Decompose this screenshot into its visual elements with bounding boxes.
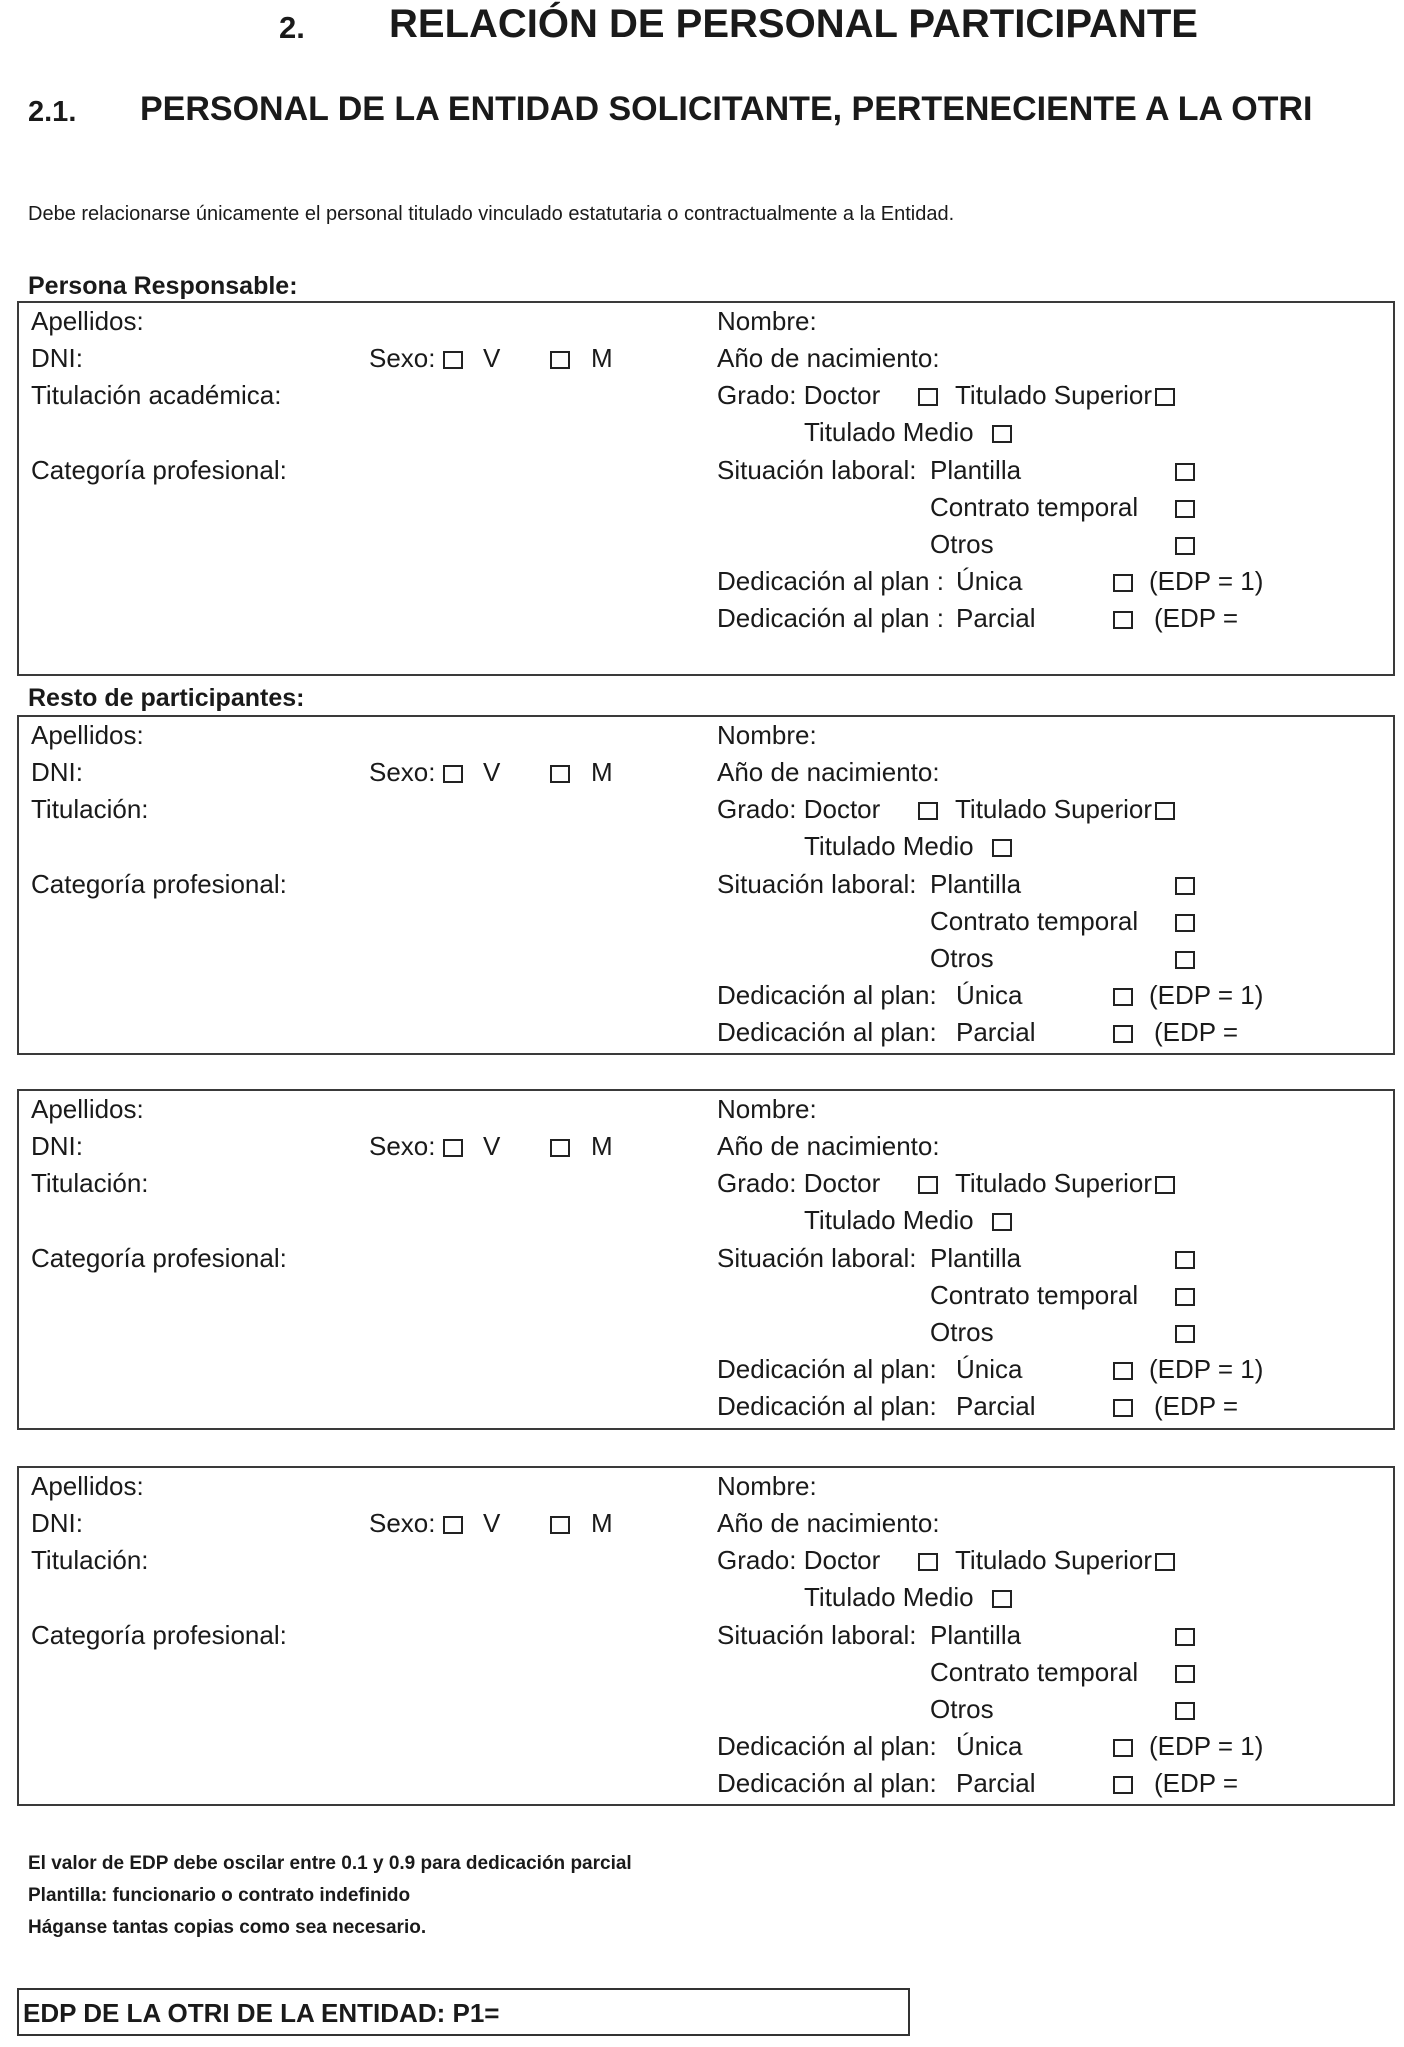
doctor-checkbox[interactable] xyxy=(918,1176,938,1194)
sexo-m-checkbox[interactable] xyxy=(550,765,570,783)
grado-doctor-label: Grado: Doctor xyxy=(717,794,881,824)
participant-form xyxy=(17,1089,1395,1430)
titulado-medio-label: Titulado Medio xyxy=(804,417,974,447)
dedicacion-parcial-label: Parcial xyxy=(956,1391,1036,1421)
sexo-m-label: M xyxy=(591,1131,613,1161)
categoria-label: Categoría profesional: xyxy=(31,1243,287,1273)
anio-nacimiento-label: Año de nacimiento: xyxy=(717,1131,940,1161)
sexo-v-label: V xyxy=(483,343,501,373)
notes xyxy=(28,1848,632,1944)
titulado-medio-label: Titulado Medio xyxy=(804,1205,974,1235)
titulado-medio-checkbox[interactable] xyxy=(992,839,1012,857)
dedicacion-plan-label: Dedicación al plan: xyxy=(717,980,937,1010)
subsection-title: PERSONAL DE LA ENTIDAD SOLICITANTE, PERTENECIENTE A LA OTRI xyxy=(140,90,1313,128)
sexo-v-checkbox[interactable] xyxy=(443,351,463,369)
dedicacion-unica-label: Única xyxy=(956,566,1023,596)
edp-parcial-label: (EDP = xyxy=(1154,1391,1239,1421)
dedicacion-plan-label: Dedicación al plan: xyxy=(717,1354,937,1384)
dedicacion-plan-label: Dedicación al plan: xyxy=(717,1391,937,1421)
plantilla-checkbox[interactable] xyxy=(1175,1251,1195,1269)
sexo-v-checkbox[interactable] xyxy=(443,1516,463,1534)
anio-nacimiento-label: Año de nacimiento: xyxy=(717,1508,940,1538)
sexo-label: Sexo: xyxy=(369,1508,436,1538)
contrato-temporal-checkbox[interactable] xyxy=(1175,500,1195,518)
dedicacion-unica-label: Única xyxy=(956,1354,1023,1384)
contrato-temporal-checkbox[interactable] xyxy=(1175,1288,1195,1306)
otros-checkbox[interactable] xyxy=(1175,951,1195,969)
titulado-superior-label: Titulado Superior xyxy=(955,1545,1153,1575)
sexo-label: Sexo: xyxy=(369,757,436,787)
categoria-label: Categoría profesional: xyxy=(31,869,287,899)
sexo-label: Sexo: xyxy=(369,343,436,373)
titulacion-label: Titulación: xyxy=(31,1545,149,1575)
sexo-v-label: V xyxy=(483,1508,501,1538)
note-edp-range: El valor de EDP debe oscilar entre 0.1 y 0.9 para dedicación parcial xyxy=(28,1853,632,1874)
titulado-superior-label: Titulado Superior xyxy=(955,380,1153,410)
sexo-v-checkbox[interactable] xyxy=(443,765,463,783)
dedicacion-parcial-checkbox[interactable] xyxy=(1113,1776,1133,1794)
responsible-label: Persona Responsable: xyxy=(28,272,298,300)
nombre-label: Nombre: xyxy=(717,720,817,750)
plantilla-checkbox[interactable] xyxy=(1175,877,1195,895)
dedicacion-unica-label: Única xyxy=(956,1731,1023,1761)
otros-label: Otros xyxy=(930,1694,994,1724)
titulado-superior-checkbox[interactable] xyxy=(1155,1176,1175,1194)
subsection-heading xyxy=(0,88,1404,134)
categoria-label: Categoría profesional: xyxy=(31,455,287,485)
nombre-label: Nombre: xyxy=(717,1471,817,1501)
otros-label: Otros xyxy=(930,529,994,559)
rest-label: Resto de participantes: xyxy=(28,684,305,712)
grado-doctor-label: Grado: Doctor xyxy=(717,1168,881,1198)
otros-checkbox[interactable] xyxy=(1175,537,1195,555)
edp-unica-label: (EDP = 1) xyxy=(1149,566,1264,596)
dedicacion-unica-label: Única xyxy=(956,980,1023,1010)
situacion-laboral-label: Situación laboral: xyxy=(717,455,917,485)
titulacion-label: Titulación: xyxy=(31,794,149,824)
dedicacion-unica-checkbox[interactable] xyxy=(1113,1362,1133,1380)
sexo-m-checkbox[interactable] xyxy=(550,351,570,369)
apellidos-label: Apellidos: xyxy=(31,1471,144,1501)
sexo-label: Sexo: xyxy=(369,1131,436,1161)
grado-doctor-label: Grado: Doctor xyxy=(717,380,881,410)
edp-parcial-label: (EDP = xyxy=(1154,1768,1239,1798)
situacion-laboral-label: Situación laboral: xyxy=(717,1620,917,1650)
dedicacion-plan-label: Dedicación al plan : xyxy=(717,603,944,633)
sexo-m-checkbox[interactable] xyxy=(550,1516,570,1534)
titulado-superior-checkbox[interactable] xyxy=(1155,802,1175,820)
contrato-temporal-checkbox[interactable] xyxy=(1175,1665,1195,1683)
edp-total-label: EDP DE LA OTRI DE LA ENTIDAD: P1= xyxy=(23,1998,500,2028)
sexo-m-label: M xyxy=(591,1508,613,1538)
situacion-laboral-label: Situación laboral: xyxy=(717,869,917,899)
sexo-v-label: V xyxy=(483,1131,501,1161)
note-plantilla: Plantilla: funcionario o contrato indefinido xyxy=(28,1885,411,1906)
dedicacion-parcial-label: Parcial xyxy=(956,603,1036,633)
plantilla-checkbox[interactable] xyxy=(1175,1628,1195,1646)
plantilla-label: Plantilla xyxy=(930,1243,1022,1273)
titulacion-label: Titulación académica: xyxy=(31,380,282,410)
dedicacion-unica-checkbox[interactable] xyxy=(1113,574,1133,592)
sexo-v-checkbox[interactable] xyxy=(443,1139,463,1157)
situacion-laboral-label: Situación laboral: xyxy=(717,1243,917,1273)
dni-label: DNI: xyxy=(31,1508,83,1538)
titulado-superior-label: Titulado Superior xyxy=(955,794,1153,824)
dedicacion-parcial-checkbox[interactable] xyxy=(1113,611,1133,629)
section-number: 2. xyxy=(279,10,305,45)
dni-label: DNI: xyxy=(31,757,83,787)
contrato-temporal-label: Contrato temporal xyxy=(930,492,1139,522)
plantilla-label: Plantilla xyxy=(930,869,1022,899)
edp-unica-label: (EDP = 1) xyxy=(1149,980,1264,1010)
dedicacion-parcial-checkbox[interactable] xyxy=(1113,1399,1133,1417)
participant-form xyxy=(17,301,1395,676)
anio-nacimiento-label: Año de nacimiento: xyxy=(717,757,940,787)
otros-checkbox[interactable] xyxy=(1175,1702,1195,1720)
dedicacion-plan-label: Dedicación al plan : xyxy=(717,566,944,596)
edp-parcial-label: (EDP = xyxy=(1154,603,1239,633)
contrato-temporal-label: Contrato temporal xyxy=(930,1280,1139,1310)
nombre-label: Nombre: xyxy=(717,1094,817,1124)
doctor-checkbox[interactable] xyxy=(918,802,938,820)
sexo-m-label: M xyxy=(591,757,613,787)
dni-label: DNI: xyxy=(31,343,83,373)
titulado-superior-label: Titulado Superior xyxy=(955,1168,1153,1198)
titulado-medio-label: Titulado Medio xyxy=(804,1582,974,1612)
sexo-m-checkbox[interactable] xyxy=(550,1139,570,1157)
participant-form xyxy=(17,1466,1395,1806)
titulado-medio-label: Titulado Medio xyxy=(804,831,974,861)
titulado-medio-checkbox[interactable] xyxy=(992,425,1012,443)
participant-form xyxy=(17,715,1395,1055)
titulacion-label: Titulación: xyxy=(31,1168,149,1198)
dedicacion-parcial-label: Parcial xyxy=(956,1017,1036,1047)
titulado-superior-checkbox[interactable] xyxy=(1155,388,1175,406)
grado-doctor-label: Grado: Doctor xyxy=(717,1545,881,1575)
note-copies: Háganse tantas copias como sea necesario. xyxy=(28,1917,427,1938)
anio-nacimiento-label: Año de nacimiento: xyxy=(717,343,940,373)
section-heading xyxy=(0,2,1404,52)
plantilla-label: Plantilla xyxy=(930,455,1022,485)
contrato-temporal-checkbox[interactable] xyxy=(1175,914,1195,932)
apellidos-label: Apellidos: xyxy=(31,1094,144,1124)
otros-label: Otros xyxy=(930,943,994,973)
doctor-checkbox[interactable] xyxy=(918,1553,938,1571)
dni-label: DNI: xyxy=(31,1131,83,1161)
contrato-temporal-label: Contrato temporal xyxy=(930,906,1139,936)
dedicacion-plan-label: Dedicación al plan: xyxy=(717,1731,937,1761)
section-title: RELACIÓN DE PERSONAL PARTICIPANTE xyxy=(389,2,1198,46)
edp-parcial-label: (EDP = xyxy=(1154,1017,1239,1047)
plantilla-label: Plantilla xyxy=(930,1620,1022,1650)
dedicacion-unica-checkbox[interactable] xyxy=(1113,1739,1133,1757)
categoria-label: Categoría profesional: xyxy=(31,1620,287,1650)
contrato-temporal-label: Contrato temporal xyxy=(930,1657,1139,1687)
titulado-medio-checkbox[interactable] xyxy=(992,1213,1012,1231)
intro-text: Debe relacionarse únicamente el personal titulado vinculado estatutaria o contractualmente a la Entidad. xyxy=(28,203,955,225)
otros-checkbox[interactable] xyxy=(1175,1325,1195,1343)
sexo-v-label: V xyxy=(483,757,501,787)
doctor-checkbox[interactable] xyxy=(918,388,938,406)
nombre-label: Nombre: xyxy=(717,306,817,336)
sexo-m-label: M xyxy=(591,343,613,373)
apellidos-label: Apellidos: xyxy=(31,720,144,750)
plantilla-checkbox[interactable] xyxy=(1175,463,1195,481)
dedicacion-plan-label: Dedicación al plan: xyxy=(717,1017,937,1047)
otros-label: Otros xyxy=(930,1317,994,1347)
edp-unica-label: (EDP = 1) xyxy=(1149,1354,1264,1384)
edp-total-field[interactable] xyxy=(17,1988,910,2036)
subsection-number: 2.1. xyxy=(28,96,77,128)
dedicacion-parcial-label: Parcial xyxy=(956,1768,1036,1798)
dedicacion-parcial-checkbox[interactable] xyxy=(1113,1025,1133,1043)
apellidos-label: Apellidos: xyxy=(31,306,144,336)
dedicacion-plan-label: Dedicación al plan: xyxy=(717,1768,937,1798)
titulado-medio-checkbox[interactable] xyxy=(992,1590,1012,1608)
dedicacion-unica-checkbox[interactable] xyxy=(1113,988,1133,1006)
edp-unica-label: (EDP = 1) xyxy=(1149,1731,1264,1761)
titulado-superior-checkbox[interactable] xyxy=(1155,1553,1175,1571)
